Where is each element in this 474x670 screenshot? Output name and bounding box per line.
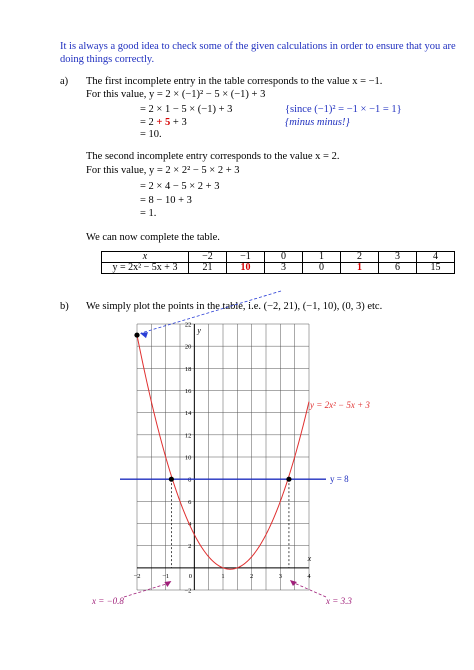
left-root-label: x = −0.8 (92, 596, 124, 606)
calc-step-5: = 8 − 10 + 3 (140, 195, 192, 206)
part-a-label: a) (60, 76, 69, 87)
y-tick-label: 20 (184, 343, 192, 351)
calc-step-3: = 10. (140, 129, 162, 140)
part-a-for-value-1: For this value, y = 2 × (−1)² − 5 × (−1) + 3 (86, 89, 266, 100)
part-a-line-1: The first incomplete entry in the table corresponds to the value x = −1. (86, 76, 383, 87)
x-axis-label: x (307, 554, 312, 564)
part-a-for-value-2: For this value, y = 2 × 2² − 5 × 2 + 3 (86, 165, 240, 176)
calc-step-2-highlight: + 5 (156, 117, 171, 128)
calc-step-4: = 2 × 4 − 5 × 2 + 3 (140, 181, 220, 192)
x-tick-label: 0 (188, 572, 192, 580)
x-tick-label: −2 (133, 572, 141, 580)
table-header-x: x (102, 252, 189, 263)
table-cell: 21 (189, 263, 227, 274)
x-tick-label: −1 (162, 572, 170, 580)
calc-note-2: {minus minus!} (285, 117, 350, 128)
y-tick-label: 2 (188, 543, 192, 551)
calc-note-1: {since (−1)² = −1 × −1 = 1} (285, 104, 402, 115)
x-tick-label: 2 (250, 572, 254, 580)
y-tick-label: 18 (184, 365, 192, 373)
x-tick-label: 4 (307, 572, 311, 580)
y-tick-label: −2 (184, 587, 192, 595)
table-arrow-head (140, 332, 148, 338)
y-tick-label: 10 (184, 454, 192, 462)
right-root-label: x = 3.3 (326, 596, 352, 606)
table-arrow-line (141, 291, 281, 333)
calc-step-2-pre: = 2 (140, 117, 157, 128)
table-cell: 6 (379, 263, 417, 274)
table-header-y: y = 2x² − 5x + 3 (102, 263, 189, 274)
intro-line-1: It is always a good idea to check some of the given calculations in order to ensure that you are (60, 41, 456, 52)
table-cell: −2 (189, 252, 227, 263)
part-b-label: b) (60, 301, 69, 312)
part-b-line-1: We simply plot the points in the table, i.e. (−2, 21), (−1, 10), (0, 3) etc. (86, 301, 383, 312)
table-cell: 3 (265, 263, 303, 274)
calc-step-1: = 2 × 1 − 5 × (−1) + 3 (140, 104, 233, 115)
part-a-line-2: The second incomplete entry corresponds to the value x = 2. (86, 151, 340, 162)
table-cell: 3 (379, 252, 417, 263)
table-cell: 2 (341, 252, 379, 263)
table-cell-filled: 1 (341, 263, 379, 274)
table-cell: 4 (417, 252, 455, 263)
y-tick-label: 6 (188, 498, 192, 506)
table-cell: 15 (417, 263, 455, 274)
curve-label: y = 2x² − 5x + 3 (310, 400, 370, 410)
table-cell: 0 (265, 252, 303, 263)
calc-step-6: = 1. (140, 208, 157, 219)
calc-step-2-post: + 3 (170, 117, 187, 128)
intro-line-2: doing things correctly. (60, 54, 155, 65)
y-tick-label: 16 (184, 388, 192, 395)
table-cell: 0 (303, 263, 341, 274)
table-cell: 1 (303, 252, 341, 263)
horizontal-line-label: y = 8 (330, 474, 349, 485)
table-cell: −1 (227, 252, 265, 263)
y-tick-label: 4 (188, 521, 192, 528)
complete-table-text: We can now complete the table. (86, 232, 220, 243)
y-tick-label: 14 (184, 410, 192, 418)
y-tick-label: 22 (184, 321, 192, 329)
y-axis-label: y (197, 325, 201, 335)
table-cell-filled: 10 (227, 263, 265, 274)
data-point (134, 332, 139, 337)
y-tick-label: 8 (188, 476, 192, 484)
right-root-arrow-head (290, 580, 297, 586)
y-tick-label: 12 (184, 432, 192, 440)
x-tick-label: 1 (221, 572, 225, 580)
x-tick-label: 3 (278, 572, 282, 580)
